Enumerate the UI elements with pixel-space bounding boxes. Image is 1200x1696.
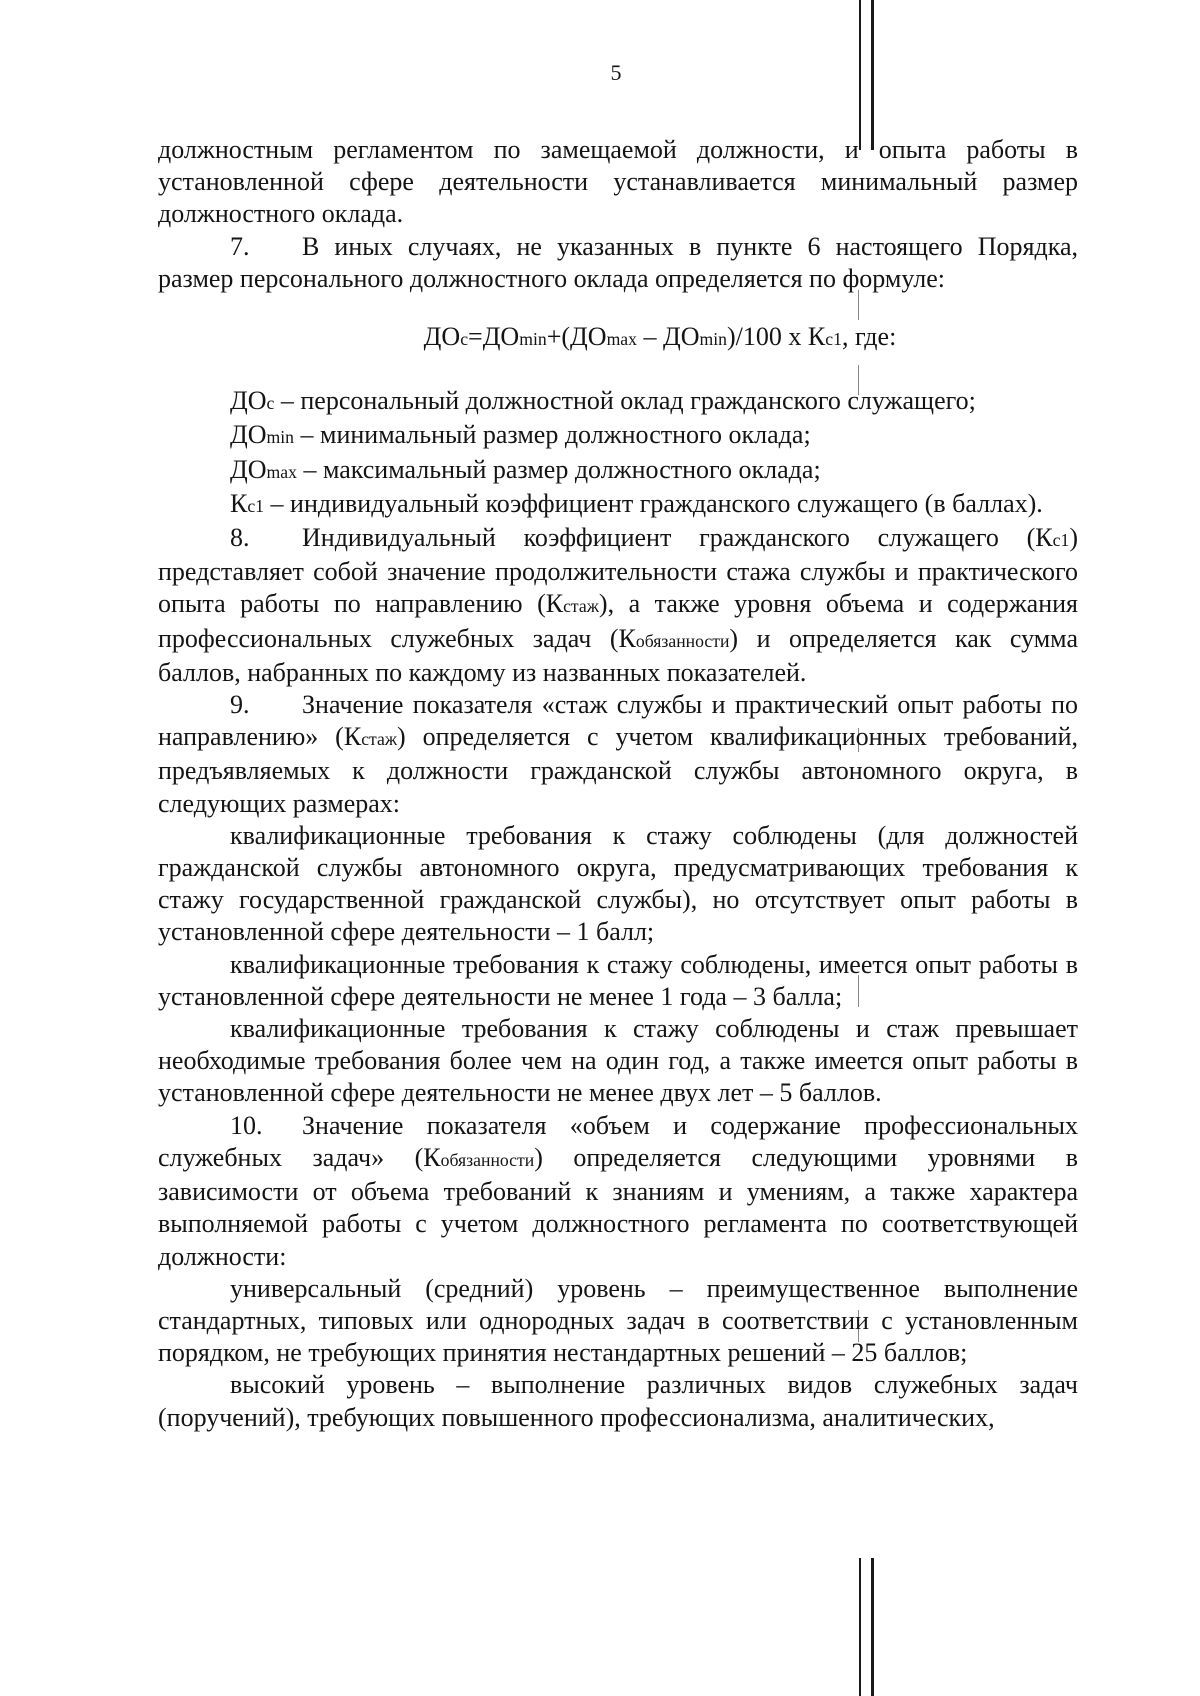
definition-domin: ДОmin – минимальный размер должностного оклада; [230, 420, 811, 450]
paragraph-item-10-bullet-2: высокий уровень – выполнение различных видов служебных задач (поручений), требующих повышенного профессионализма, аналитических, [158, 1370, 1078, 1432]
paragraph-item-9: 9. Значение показателя «стаж службы и практический опыт работы по направлению» (Кстаж) определяется с учетом квалификационных требований, предъявляемых к должности гражданской службы автономного округа, в следующих размерах: [158, 690, 1079, 818]
paragraph-item-9-bullet-2: квалификационные требования к стажу соблюдены, имеется опыт работы в установленной сфере деятельности не менее 1 года – 3 балла; [158, 949, 1078, 1011]
paragraph-item-7 [158, 231, 1078, 295]
item-text: В иных случаях, не указанных в пункте 6 настоящего Порядка, размер персонального должностного оклада определяется по формуле: [158, 231, 1078, 293]
item-number: 10. [230, 1110, 263, 1140]
item-number: 8. [230, 523, 250, 553]
item-number: 9. [230, 690, 250, 720]
paragraph-intro: должностным регламентом по замещаемой должности, и опыта работы в установленной сфере деятельности устанавливается минимальный размер должностного оклада. [158, 135, 1078, 229]
page-number: 5 [610, 60, 622, 85]
paragraph-item-8: 8. Индивидуальный коэффициент гражданского служащего (Кс1) представляет собой значение продолжительности стажа службы и практического опыта работы по направлению (Кстаж), а также уровня объема и содержания профессиональных служебных задач (Кобязанности) и определяется как сумма баллов, набранных по каждому из названных показателей. [158, 523, 1078, 687]
item-number: 7. [230, 231, 250, 261]
document-body [158, 134, 1078, 1434]
definition-doc: ДОс – персональный должностной оклад гражданского служащего; [230, 386, 976, 416]
paragraph-item-9-bullet-1: квалификационные требования к стажу соблюдены (для должностей гражданской службы автономного округа, предусматривающих требования к стажу государственной гражданской службы), но отсутствует опыт работы в установленной сфере деятельности – 1 балл; [158, 820, 1078, 947]
paragraph-item-10-bullet-1: универсальный (средний) уровень – преимущественное выполнение стандартных, типовых или однородных задач в соответствии с установленным порядком, не требующих принятия нестандартных решений – 25 баллов; [158, 1273, 1078, 1368]
scan-artifact-line [859, 1558, 861, 1696]
definition-kc1: Кс1 – индивидуальный коэффициент гражданского служащего (в баллах). [230, 488, 1043, 518]
paragraph-item-10: 10. Значение показателя «объем и содержание профессиональных служебных задач» (Кобязанности) определяется следующими уровнями в зависимости от объема требований к знаниям и умениям, а также характера выполняемой работы с учетом должностного регламента по соответствующей должности: [158, 1110, 1078, 1271]
formula: ДОс=ДОmin+(ДОmax – ДОmin)/100 х Кс1, где: [423, 322, 897, 352]
definition-domax: ДОmax – максимальный размер должностного оклада; [230, 454, 821, 484]
paragraph-item-9-bullet-3: квалификационные требования к стажу соблюдены и стаж превышает необходимые требования более чем на один год, а также имеется опыт работы в установленной сфере деятельности не менее двух лет – 5 баллов. [158, 1014, 1078, 1108]
scan-artifact-line [871, 1558, 874, 1696]
